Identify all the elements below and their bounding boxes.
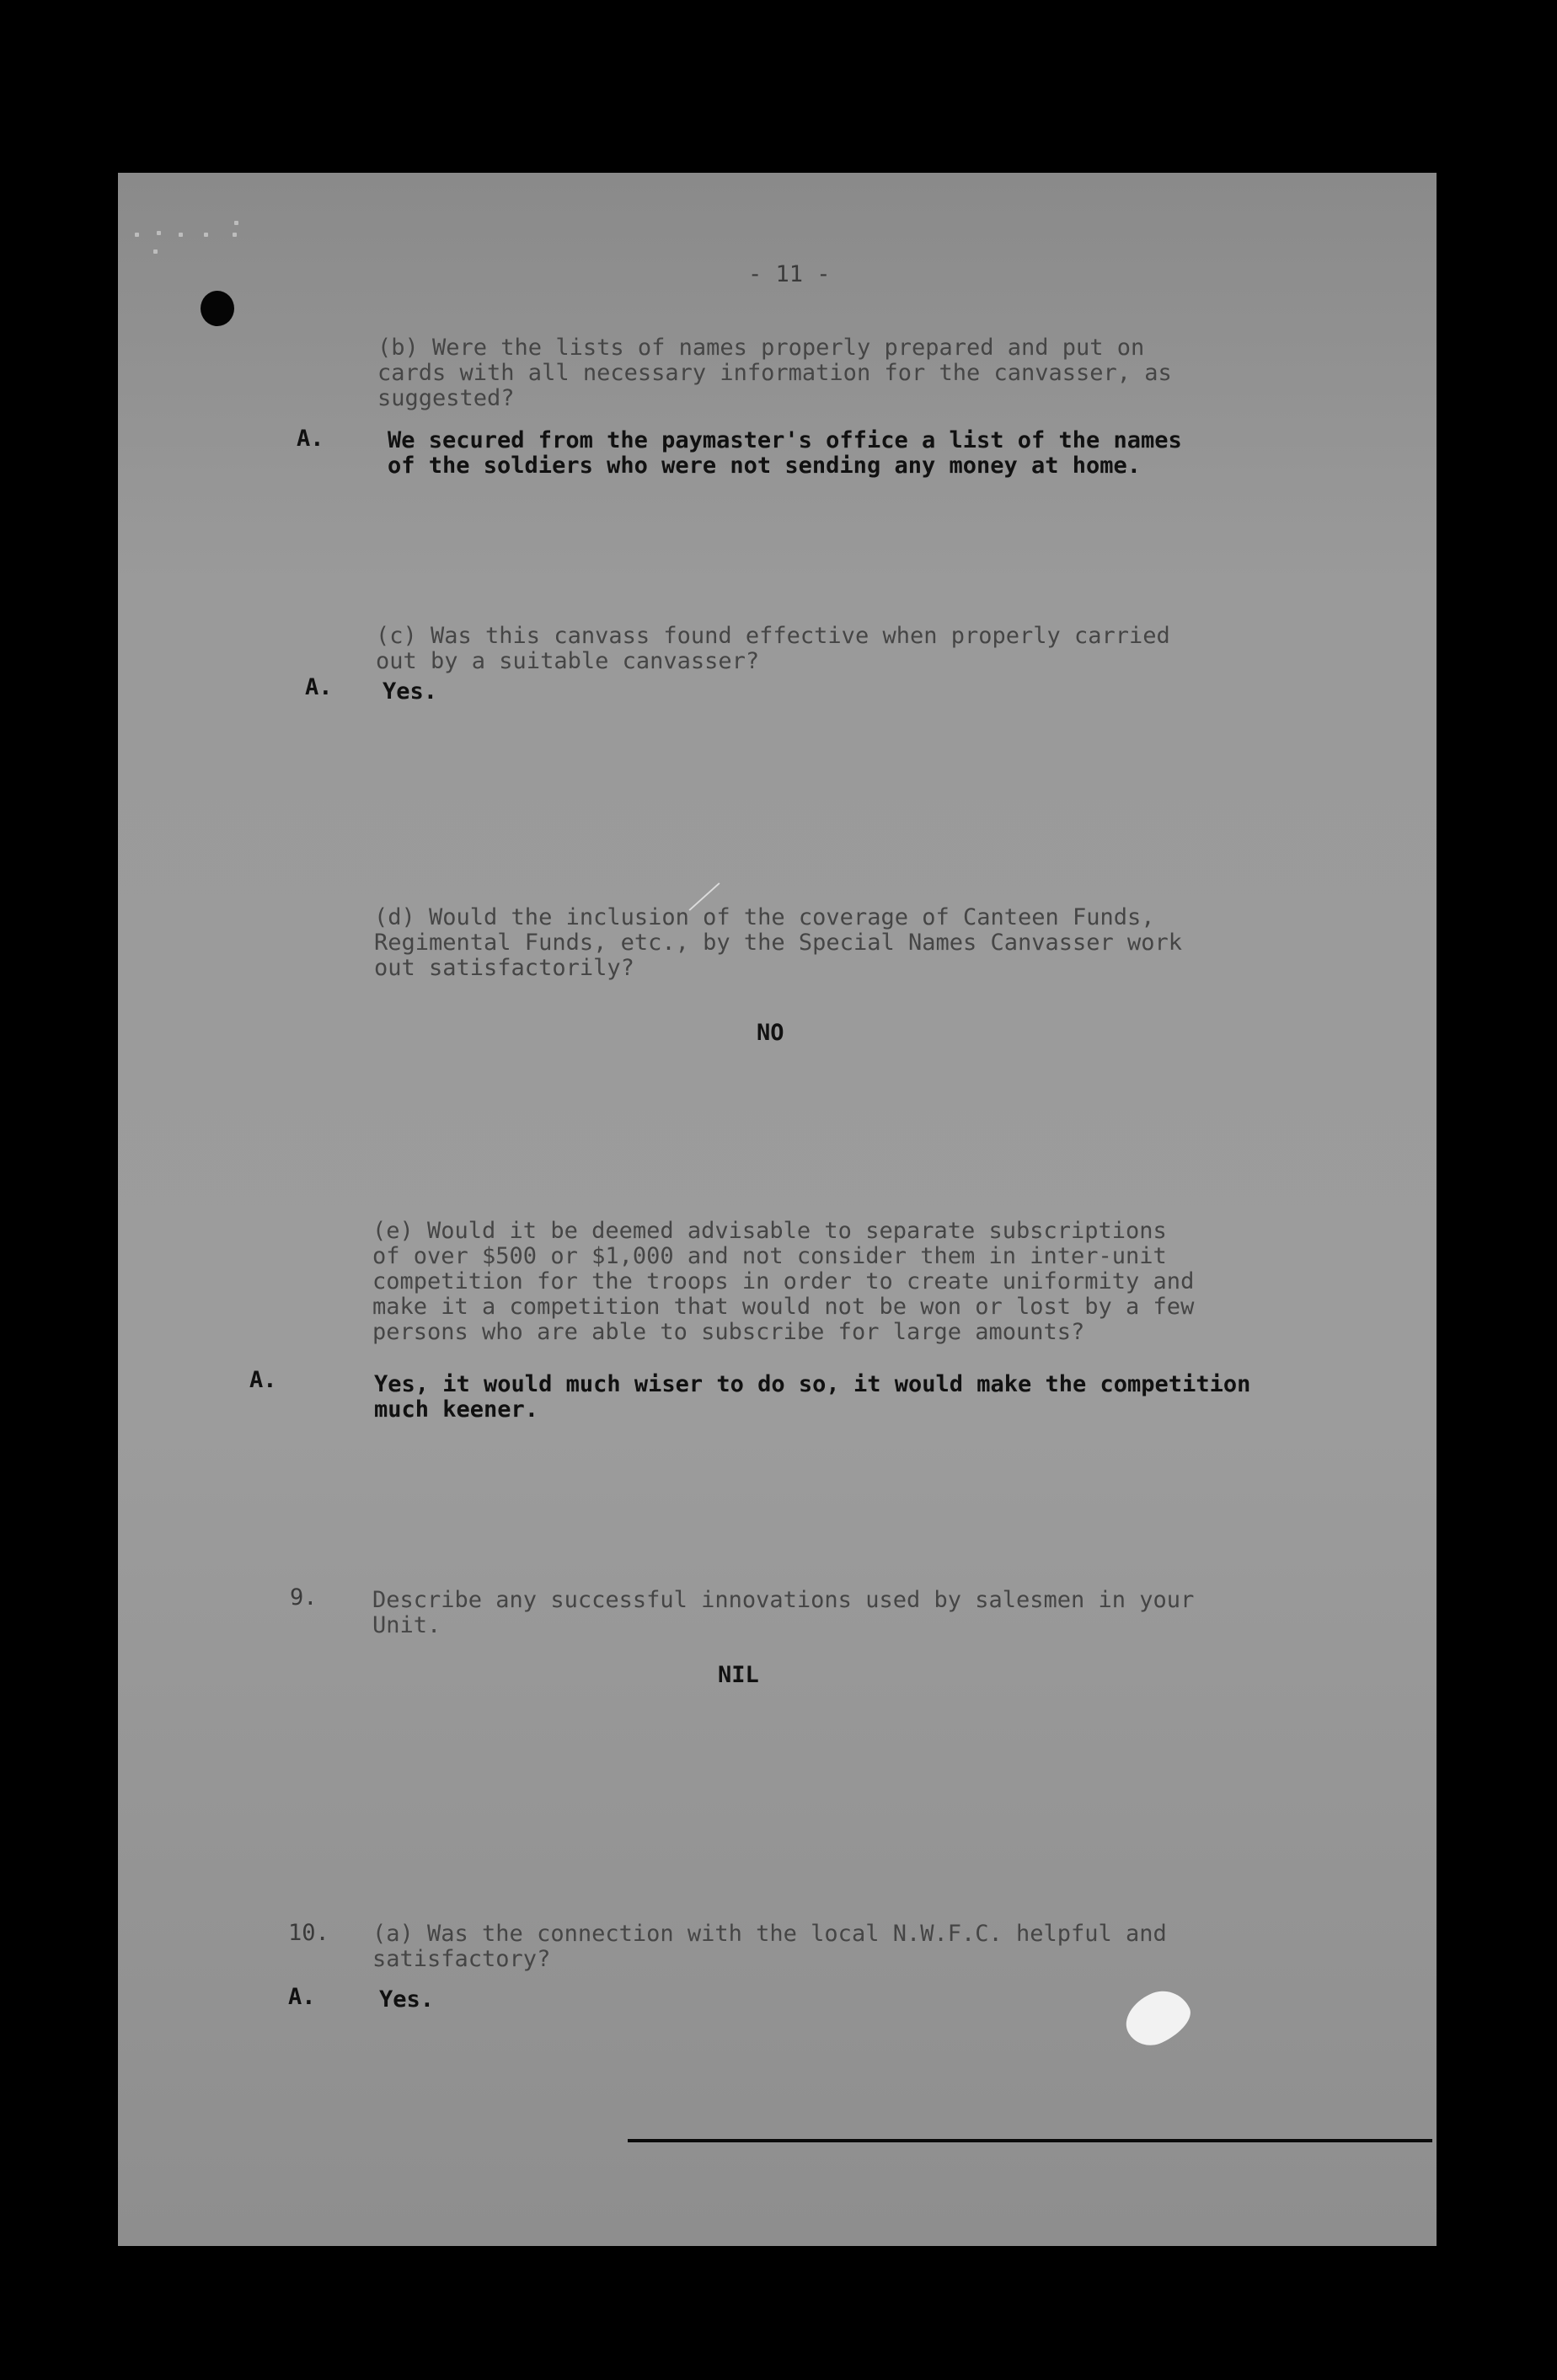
answer-8e: Yes, it would much wiser to do so, it would make the competition much keener. bbox=[374, 1371, 1251, 1423]
answer-10a: Yes. bbox=[379, 1986, 435, 2013]
punch-hole bbox=[201, 291, 234, 326]
answer-marker-10a: A. bbox=[288, 1984, 316, 2010]
question-10a-text: (a) Was the connection with the local N.W.F.C. helpful and satisfactory? bbox=[372, 1921, 1167, 1972]
scan-specks bbox=[135, 221, 244, 255]
answer-marker-8c: A. bbox=[305, 674, 333, 700]
answer-marker-8e: A. bbox=[249, 1367, 277, 1393]
question-8b-text: (b) Were the lists of names properly prepared and put on cards with all necessary information for the canvasser, as suggested? bbox=[377, 335, 1172, 411]
question-8d-text: (d) Would the inclusion of the coverage of Canteen Funds, Regimental Funds, etc., by the Special Names Canvasser work out satisfactorily? bbox=[374, 904, 1183, 981]
question-8c-text: (c) Was this canvass found effective when properly carried out by a suitable canvasser? bbox=[376, 623, 1170, 674]
horizontal-rule bbox=[628, 2139, 1432, 2142]
page-number: - 11 - bbox=[748, 261, 831, 287]
answer-9: NIL bbox=[718, 1662, 759, 1688]
answer-8c: Yes. bbox=[383, 678, 438, 705]
answer-8b: We secured from the paymaster's office a list of the names of the soldiers who were not sending any money at home. bbox=[388, 427, 1182, 479]
question-10-number: 10. bbox=[288, 1920, 329, 1946]
question-9-number: 9. bbox=[290, 1584, 318, 1611]
answer-marker-8b: A. bbox=[297, 426, 324, 452]
question-9-text: Describe any successful innovations used by salesmen in your Unit. bbox=[372, 1587, 1195, 1638]
answer-8d: NO bbox=[757, 1020, 784, 1046]
question-8e-text: (e) Would it be deemed advisable to separate subscriptions of over $500 or $1,000 and not consider them in inter-unit competition for the troops in order to create uniformity and make it a competition that would not be won or lost by a few persons who are able to subscribe for large amounts? bbox=[372, 1218, 1195, 1345]
